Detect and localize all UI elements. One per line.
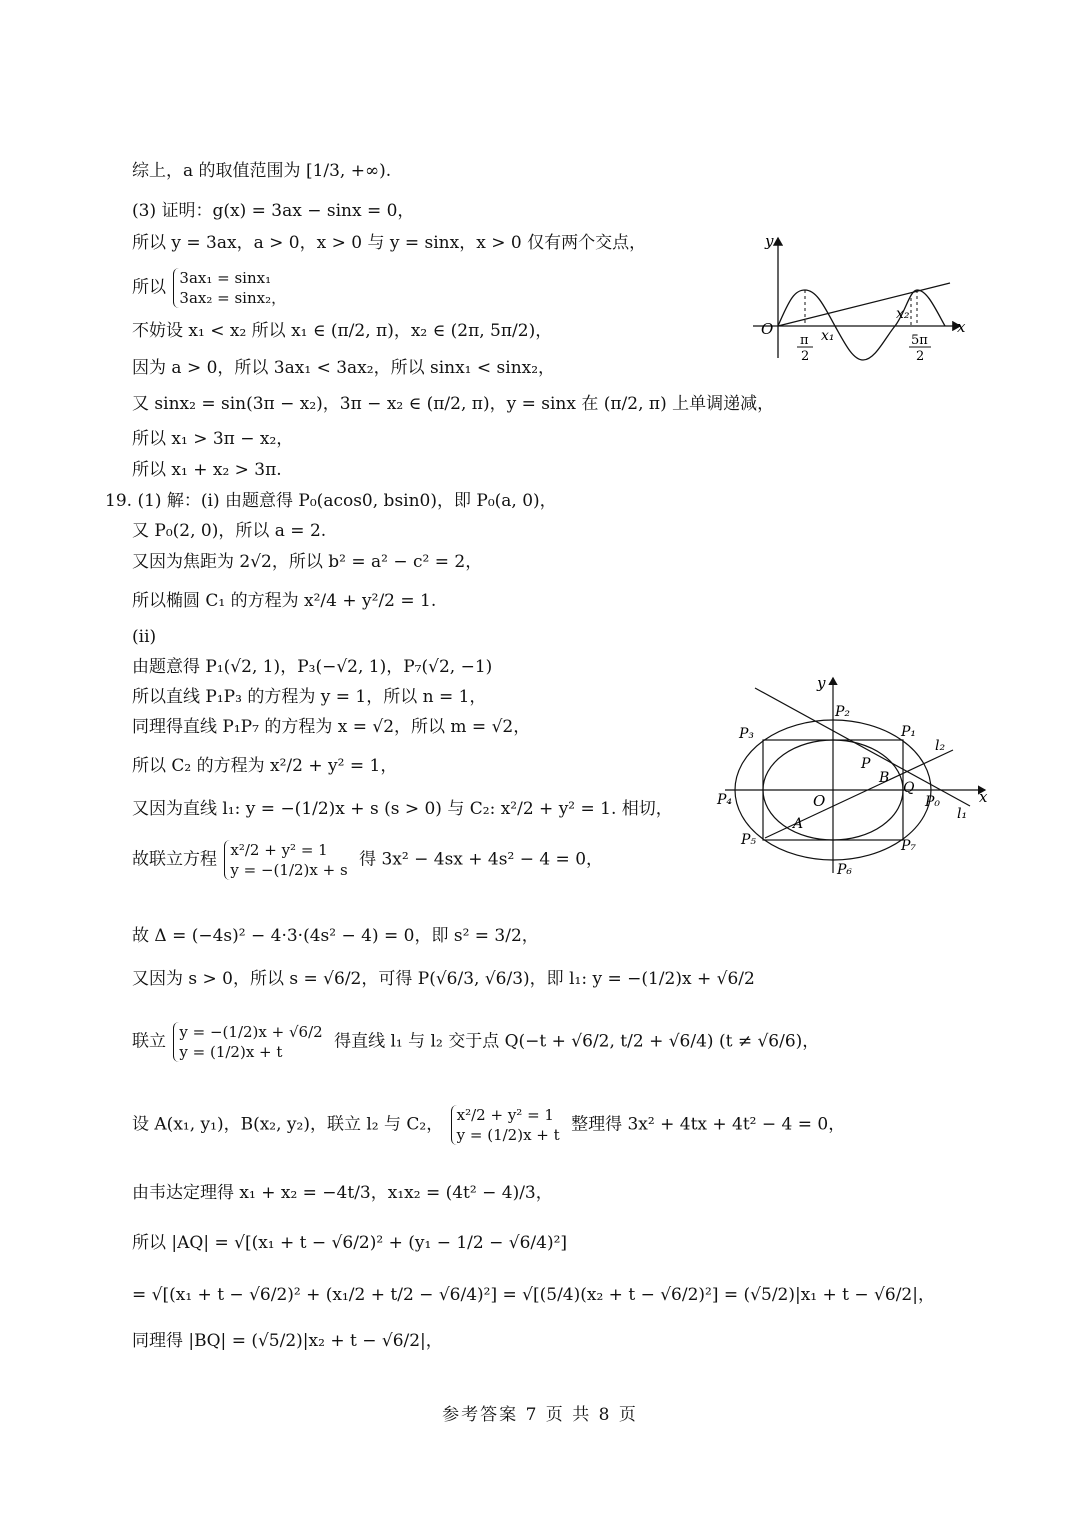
text-line: 同理得直线 P₁P₇ 的方程为 x = √2，所以 m = √2， — [132, 717, 531, 737]
text-line: 所以 y = 3ax，a > 0，x > 0 与 y = sinx，x > 0 仅有两个交点， — [132, 233, 647, 253]
brace-system — [451, 1105, 560, 1145]
equation: x²/2 + y² = 1 — [456, 1106, 554, 1124]
tick-num: π — [800, 333, 809, 348]
brace-system — [173, 1022, 322, 1062]
text-line: 综上，a 的取值范围为 [1/3, +∞). — [132, 161, 392, 181]
tick-den: 2 — [801, 349, 810, 364]
tick-den: 2 — [916, 349, 925, 364]
point-label: B — [879, 770, 890, 786]
page-footer: 参考答案 7 页 共 8 页 — [442, 1405, 638, 1425]
point-label: P₄ — [717, 792, 733, 808]
text-line: 由韦达定理得 x₁ + x₂ = −4t/3，x₁x₂ = (4t² − 4)/3， — [132, 1183, 553, 1203]
point-label: P₃ — [739, 726, 755, 742]
text-line: 所以椭圆 C₁ 的方程为 x²/4 + y²/2 = 1. — [132, 591, 437, 611]
text-line: 所以 x₁ + x₂ > 3π. — [132, 460, 282, 480]
origin-label: O — [813, 792, 826, 810]
question-heading: 19. (1) 解：(i) 由题意得 P₀(acos0, bsin0)，即 P₀(a, 0)， — [105, 491, 557, 511]
text-line: (3) 证明：g(x) = 3ax − sinx = 0， — [132, 201, 415, 221]
y-axis-label: y — [765, 232, 774, 250]
system-block — [132, 840, 603, 880]
text-line: 整理得 3x² + 4tx + 4t² − 4 = 0， — [571, 1114, 846, 1135]
point-label: P — [861, 756, 871, 772]
text-line: 所以 x₁ > 3π − x₂， — [132, 429, 294, 449]
point-label: A — [793, 816, 804, 832]
brace-system — [173, 268, 286, 308]
line-label: l₂ — [935, 738, 946, 754]
point-label: P₁ — [901, 724, 917, 740]
y-axis-label: y — [817, 674, 826, 692]
x2-label: x₂ — [896, 306, 910, 322]
point-label: P₇ — [901, 838, 917, 854]
text-line: 又因为 s > 0，所以 s = √6/2，可得 P(√6/3, √6/3)，即 l₁: y = −(1/2)x + √6/2 — [132, 969, 755, 989]
point-label: P₂ — [835, 704, 851, 720]
x-axis-label: x — [979, 788, 988, 806]
text-line: 又因为直线 l₁: y = −(1/2)x + s (s > 0) 与 C₂: x²/2 + y² = 1. 相切， — [132, 799, 673, 819]
text-line: 不妨设 x₁ < x₂ 所以 x₁ ∈ (π/2, π)，x₂ ∈ (2π, 5π/2)， — [132, 321, 553, 341]
brace-system — [224, 840, 347, 880]
text-line: 又 P₀(2, 0)，所以 a = 2. — [132, 521, 327, 541]
point-label: Q — [903, 780, 915, 796]
text-line: 设 A(x₁, y₁)，B(x₂, y₂)，联立 l₂ 与 C₂， — [132, 1114, 444, 1135]
text-line: 由题意得 P₁(√2, 1)，P₃(−√2, 1)，P₇(√2, −1) — [132, 657, 493, 677]
text-line: (ii) — [132, 627, 157, 647]
text-line: 所以 — [132, 277, 166, 298]
system-block — [132, 268, 292, 308]
text-line: 故 Δ = (−4s)² − 4·3·(4s² − 4) = 0，即 s² = 3/2， — [132, 926, 539, 946]
equation: x²/2 + y² = 1 — [230, 841, 328, 859]
equation: y = −(1/2)x + √6/2 — [179, 1023, 323, 1041]
text-line: 故联立方程 — [132, 849, 217, 870]
equation: 3ax₁ = sinx₁ — [179, 269, 272, 287]
sine-graph — [745, 228, 985, 368]
text-line: 得直线 l₁ 与 l₂ 交于点 Q(−t + √6/2, t/2 + √6/4) (t ≠ √6/6)， — [334, 1031, 820, 1052]
ellipse-diagram — [705, 668, 1005, 886]
point-label: P₆ — [837, 862, 853, 878]
point-label: P₀ — [925, 794, 941, 810]
text-line: 又 sinx₂ = sin(3π − x₂)，3π − x₂ ∈ (π/2, π)，y = sinx 在 (π/2, π) 上单调递减， — [132, 394, 775, 414]
text-line: 得 3x² − 4sx + 4s² − 4 = 0， — [359, 849, 604, 870]
x1-label: x₁ — [821, 328, 835, 344]
equation: y = −(1/2)x + s — [230, 861, 348, 879]
x-axis-label: x — [957, 318, 966, 336]
origin-label: O — [761, 320, 774, 338]
text-line: = √[(x₁ + t − √6/2)² + (x₁/2 + t/2 − √6/4)²] = √[(5/4)(x₂ + t − √6/2)²] = (√5/2)|x₁ + t − √6/2|， — [132, 1285, 935, 1305]
text-line: 所以 |AQ| = √[(x₁ + t − √6/2)² + (y₁ − 1/2 − √6/4)²] — [132, 1233, 568, 1253]
point-label: P₅ — [741, 832, 757, 848]
text-line: 因为 a > 0，所以 3ax₁ < 3ax₂，所以 sinx₁ < sinx₂， — [132, 358, 556, 378]
text-line: 联立 — [132, 1031, 166, 1052]
system-block — [132, 1022, 819, 1062]
equation: 3ax₂ = sinx₂， — [179, 289, 287, 307]
line-label: l₁ — [957, 806, 968, 822]
text-line: 同理得 |BQ| = (√5/2)|x₂ + t − √6/2|， — [132, 1331, 443, 1351]
equation: y = (1/2)x + t — [179, 1043, 283, 1061]
system-block — [132, 1105, 845, 1145]
text-line: 所以直线 P₁P₃ 的方程为 y = 1，所以 n = 1， — [132, 687, 487, 707]
equation: y = (1/2)x + t — [456, 1126, 560, 1144]
text-line: 又因为焦距为 2√2，所以 b² = a² − c² = 2， — [132, 552, 483, 572]
tick-num: 5π — [911, 333, 928, 348]
text-line: 所以 C₂ 的方程为 x²/2 + y² = 1， — [132, 756, 398, 776]
